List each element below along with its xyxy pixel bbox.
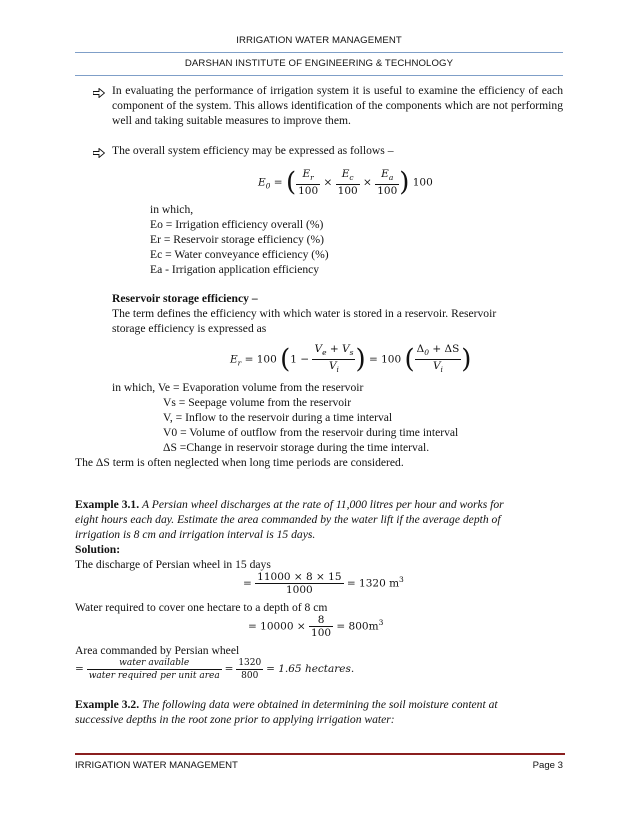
header-line-1: IRRIGATION WATER MANAGEMENT (236, 35, 402, 46)
bullet-paragraph-1: In evaluating the performance of irrigation system it is useful to examine the efficiency of each component of the system. This allows identification of the components which are not performing well and taking suitable measures to improve them. (112, 84, 563, 127)
definitions-intro: in which, (150, 203, 194, 216)
page-number: Page 3 (532, 760, 563, 771)
definition-eo: Eo = Irrigation efficiency overall (%) (150, 218, 324, 231)
definition-ec: Ec = Water conveyance efficiency (%) (150, 248, 329, 261)
header-line-2: DARSHAN INSTITUTE OF ENGINEERING & TECHNOLOGY (184, 58, 454, 69)
definition-ea: Ea - Irrigation application efficiency (150, 263, 320, 276)
reservoir-heading: Reservoir storage efficiency – (112, 292, 258, 305)
example-1-line-3: irrigation is 8 cm and irrigation interval is 15 days. (75, 528, 316, 541)
header-divider-bottom (75, 75, 563, 76)
equation-overall-efficiency: $E_0$ = ( $\frac{E_r}{100}$ × $\frac{E_c}{100}$ × $\frac{E_a}{100}$ ) 100 (258, 167, 433, 198)
where-v0: V0 = Volume of outflow from the reservoir during time interval (163, 426, 459, 439)
where-vs: Vs = Seepage volume from the reservoir (163, 396, 352, 409)
neglect-note: The ΔS term is often neglected when long time periods are considered. (75, 456, 404, 469)
equation-discharge: = $\frac{11000 \times 8 \times 15}{1000}$ = 1320 $m^3$ (243, 571, 404, 596)
reservoir-text-1: The term defines the efficiency with which water is stored in a reservoir. Reservoir (112, 307, 497, 320)
footer-title: IRRIGATION WATER MANAGEMENT (75, 760, 238, 771)
where-vi: V, = Inflow to the reservoir during a time interval (163, 411, 393, 424)
solution-step-1: The discharge of Persian wheel in 15 days (75, 558, 271, 571)
equation-reservoir-efficiency: $E_r = 100$ (1 − $\frac{V_e + V_s}{V_i}$ ) = 100 ( $\frac{\Delta_0 + \Delta S}{V_i}$ ) (230, 343, 472, 375)
footer-divider (75, 753, 565, 755)
arrow-bullet-icon (93, 148, 105, 158)
reservoir-text-2: storage efficiency is expressed as (112, 322, 267, 335)
example-1-line-2: eight hours each day. Estimate the area commanded by the water lift if the average depth of (75, 513, 501, 526)
solution-step-3: Area commanded by Persian wheel (75, 644, 240, 657)
equation-water-required: = 10000 × $\frac{8}{100}$ = $800m^3$ (248, 614, 384, 639)
definition-er: Er = Reservoir storage efficiency (%) (150, 233, 325, 246)
where-ve: in which, Ve = Evaporation volume from the reservoir (112, 381, 364, 394)
equation-area-commanded: = $\frac{\text{water available}}{\text{water required per unit area}}$ = $\frac{1320}{800}$ = 1.65 hectares. (75, 658, 355, 681)
example-2-line-1: Example 3.2. The following data were obtained in determining the soil moisture content at (75, 698, 498, 711)
example-2-line-2: successive depths in the root zone prior to applying irrigation water: (75, 713, 395, 726)
bullet-paragraph-2: The overall system efficiency may be expressed as follows – (112, 144, 394, 157)
header-divider-top (75, 52, 563, 53)
solution-step-2: Water required to cover one hectare to a depth of 8 cm (75, 601, 328, 614)
arrow-bullet-icon (93, 88, 105, 98)
solution-heading: Solution: (75, 543, 121, 556)
where-delta-s: ΔS =Change in reservoir storage during the time interval. (163, 441, 430, 454)
example-1-line-1: Example 3.1. A Persian wheel discharges at the rate of 11,000 litres per hour and works for (75, 498, 504, 511)
